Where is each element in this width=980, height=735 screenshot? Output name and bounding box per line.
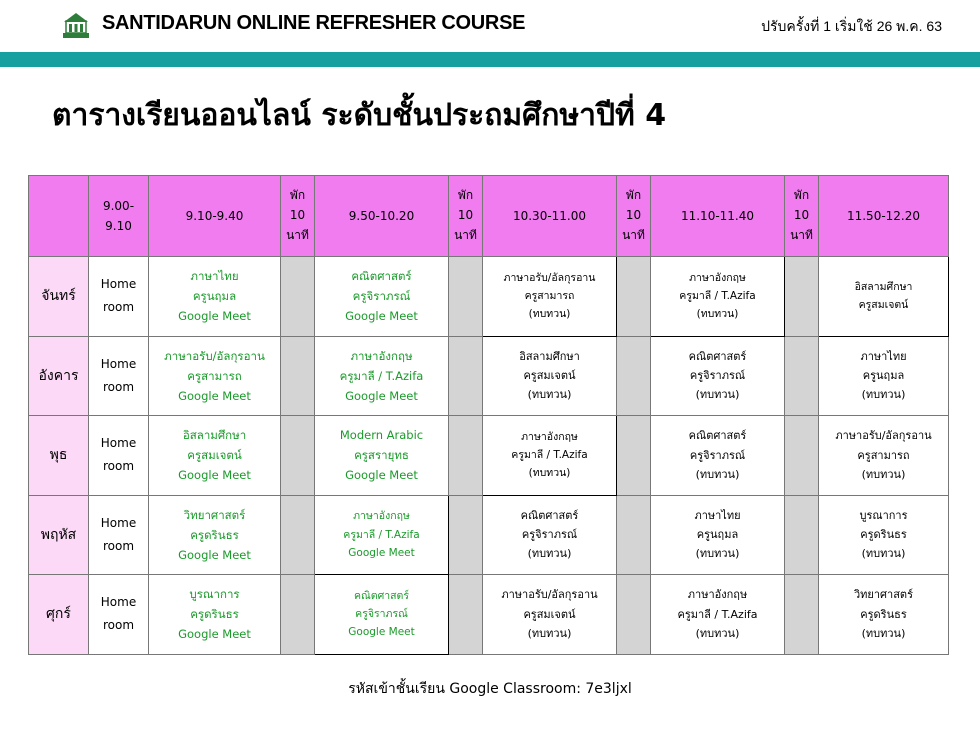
class-cell: คณิตศาสตร์ ครูจิราภรณ์ (ทบทวน) [651,416,785,496]
day-label: จันทร์ [29,257,89,337]
class-cell: วิทยาศาสตร์ ครูดรินธร (ทบทวน) [819,575,949,655]
day-label: พฤหัส [29,495,89,575]
break-cell [785,416,819,496]
class-cell: ภาษาอรับ/อัลกุรอาน ครูสามารถ (ทบทวน) [483,257,617,337]
class-cell: Modern Arabic ครูสรายุทธ Google Meet [315,416,449,496]
break-cell [617,336,651,416]
class-cell: ภาษาไทย ครูนฤมล Google Meet [149,257,281,337]
homeroom-cell: Home room [89,495,149,575]
class-cell: ภาษาอรับ/อัลกุรอาน ครูสมเจตน์ (ทบทวน) [483,575,617,655]
class-cell: ภาษาอรับ/อัลกุรอาน ครูสามารถ (ทบทวน) [819,416,949,496]
class-cell: คณิตศาสตร์ ครูจิราภรณ์ (ทบทวน) [651,336,785,416]
class-cell: บูรณาการ ครูดรินธร Google Meet [149,575,281,655]
break-cell [449,416,483,496]
class-cell: ภาษาอังกฤษ ครูมาลี / T.Azifa Google Meet [315,336,449,416]
break-cell [449,336,483,416]
period-header-1: 9.10-9.40 [149,176,281,257]
class-cell: บูรณาการ ครูดรินธร (ทบทวน) [819,495,949,575]
homeroom-cell: Home room [89,257,149,337]
header-row [29,176,949,257]
break-cell [617,575,651,655]
table-row [29,336,949,416]
day-label: พุธ [29,416,89,496]
class-cell: อิสลามศึกษา ครูสมเจตน์ [819,257,949,337]
break-cell [281,495,315,575]
class-cell: ภาษาอังกฤษ ครูมาลี / T.Azifa (ทบทวน) [651,575,785,655]
classroom-code-note: รหัสเข้าชั้นเรียน Google Classroom: 7e3ljxl [348,681,632,697]
period-header-4: 11.10-11.40 [651,176,785,257]
break-cell [281,257,315,337]
page-title: ตารางเรียนออนไลน์ ระดับชั้นประถมศึกษาปีที่ 4 [52,98,667,133]
break-cell [785,495,819,575]
class-cell: ภาษาอรับ/อัลกุรอาน ครูสามารถ Google Meet [149,336,281,416]
homeroom-cell: Home room [89,336,149,416]
day-label: ศุกร์ [29,575,89,655]
table-row [29,495,949,575]
break-cell [449,495,483,575]
day-label: อังคาร [29,336,89,416]
table-row [29,575,949,655]
break-header: พัก 10 นาที [785,176,819,257]
break-header: พัก 10 นาที [449,176,483,257]
break-cell [281,336,315,416]
break-cell [281,416,315,496]
break-header: พัก 10 นาที [617,176,651,257]
class-cell: วิทยาศาสตร์ ครูดรินธร Google Meet [149,495,281,575]
homeroom-cell: Home room [89,416,149,496]
class-cell: อิสลามศึกษา ครูสมเจตน์ Google Meet [149,416,281,496]
break-cell [449,575,483,655]
period-header-0: 9.00- 9.10 [89,176,149,257]
accent-stripe [0,52,980,67]
table-row [29,257,949,337]
class-cell: ภาษาอังกฤษ ครูมาลี / T.Azifa (ทบทวน) [483,416,617,496]
class-cell: ภาษาไทย ครูนฤมล (ทบทวน) [651,495,785,575]
homeroom-cell: Home room [89,575,149,655]
header-bar [0,0,980,52]
break-cell [449,257,483,337]
period-header-5: 11.50-12.20 [819,176,949,257]
school-crest-icon [60,9,92,41]
class-cell: ภาษาไทย ครูนฤมล (ทบทวน) [819,336,949,416]
class-cell: อิสลามศึกษา ครูสมเจตน์ (ทบทวน) [483,336,617,416]
class-cell: ภาษาอังกฤษ ครูมาลี / T.Azifa Google Meet [315,495,449,575]
break-cell [617,416,651,496]
period-header-2: 9.50-10.20 [315,176,449,257]
corner-header [29,176,89,257]
break-cell [617,257,651,337]
table-row [29,416,949,496]
break-cell [785,575,819,655]
class-cell: คณิตศาสตร์ ครูจิราภรณ์ Google Meet [315,575,449,655]
break-cell [281,575,315,655]
class-cell: คณิตศาสตร์ ครูจิราภรณ์ (ทบทวน) [483,495,617,575]
break-cell [617,495,651,575]
class-cell: ภาษาอังกฤษ ครูมาลี / T.Azifa (ทบทวน) [651,257,785,337]
class-cell: คณิตศาสตร์ ครูจิราภรณ์ Google Meet [315,257,449,337]
revision-note: ปรับครั้งที่ 1 เริ่มใช้ 26 พ.ค. 63 [761,18,942,34]
break-cell [785,257,819,337]
break-header: พัก 10 นาที [281,176,315,257]
schedule-table [28,175,949,655]
period-header-3: 10.30-11.00 [483,176,617,257]
brand-title: SANTIDARUN ONLINE REFRESHER COURSE [102,12,526,34]
break-cell [785,336,819,416]
